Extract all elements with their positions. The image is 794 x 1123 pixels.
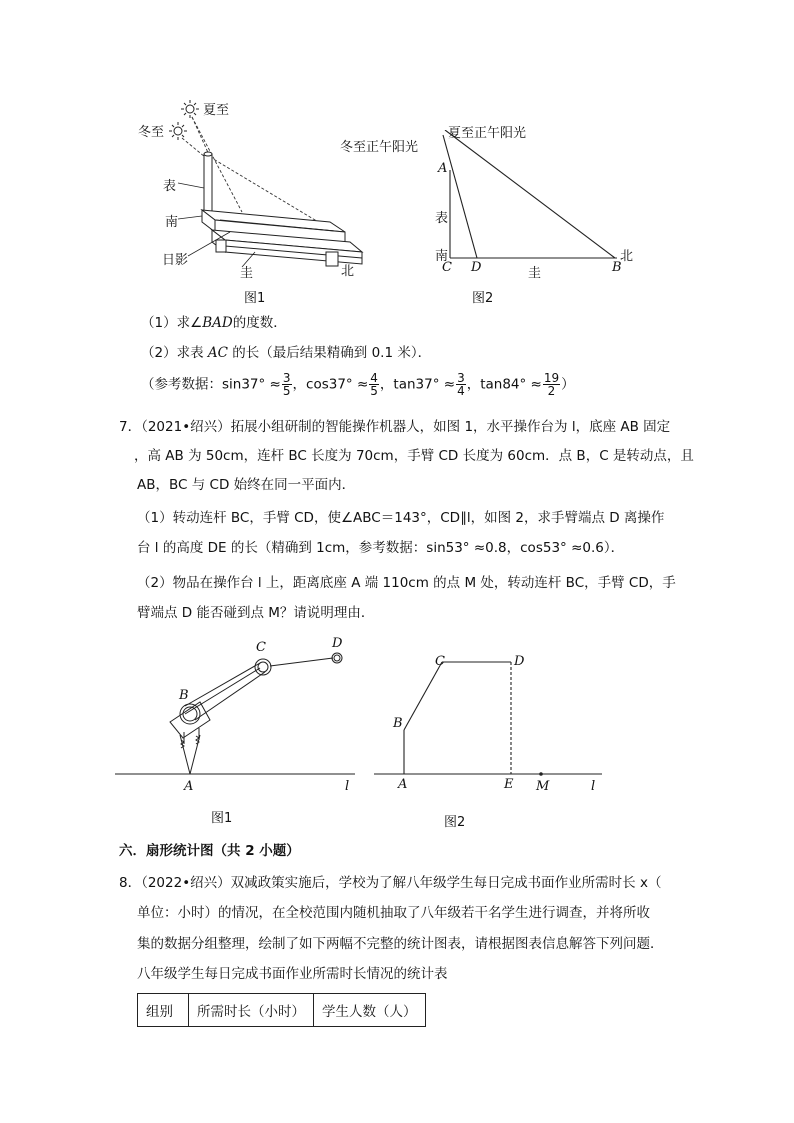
label-winter: 冬至: [138, 125, 165, 140]
label-north2: 北: [620, 249, 634, 264]
robot2-point-D: D: [514, 654, 525, 669]
q7-line2: ，高 AB 为 50cm，连杆 BC 长度为 70cm，手臂 CD 长度为 60cm．点 B，C 是转动点，且: [134, 448, 694, 464]
q7-sub2-line1: （2）物品在操作台 l 上，距离底座 A 端 110cm 的点 M 处，转动连杆 BC，手臂 CD，手: [137, 575, 676, 591]
point-A: A: [438, 161, 448, 176]
header-group: 组别: [138, 994, 189, 1027]
q8-table-title: 八年级学生每日完成书面作业所需时长情况的统计表: [137, 966, 448, 982]
q8-line3: 集的数据分组整理，绘制了如下两幅不完整的统计图表，请根据图表信息解答下列问题．: [137, 936, 664, 952]
robot-figure-1: [115, 640, 365, 780]
label-winter-light: 冬至正午阳光: [340, 140, 419, 155]
robot1-point-A: A: [184, 779, 194, 794]
robot2-point-E: E: [504, 777, 514, 792]
robot2-point-C: C: [435, 654, 445, 669]
q8-line1: 8．（2022•绍兴）双减政策实施后，学校为了解八年级学生每日完成书面作业所需时长 x（: [119, 875, 662, 891]
triangle-figure: [425, 130, 635, 265]
table-header-row: [138, 994, 426, 1027]
stat-table: [137, 993, 426, 1027]
caption-robot-fig1: 图1: [211, 811, 233, 826]
label-gui: 圭: [240, 266, 254, 281]
caption-fig1: 图1: [244, 291, 266, 306]
point-C: C: [442, 260, 452, 275]
label-south2: 南: [435, 249, 449, 264]
robot1-point-C: C: [256, 640, 266, 655]
caption-robot-fig2: 图2: [444, 815, 466, 830]
q7-sub1-line1: （1）转动连杆 BC，手臂 CD，使∠ABC＝143°，CD∥l，如图 2，求手臂端点 D 离操作: [137, 510, 665, 526]
fraction-3-5: $\frac{3}{5}$: [282, 371, 291, 398]
point-B: B: [612, 260, 622, 275]
robot2-point-B: B: [393, 716, 403, 731]
caption-fig2: 图2: [472, 291, 494, 306]
robot2-point-A: A: [398, 777, 408, 792]
fraction-3-4: $\frac{3}{4}$: [457, 371, 465, 398]
sun-summer-icon: [181, 100, 199, 118]
header-count: 学生人数（人）: [314, 994, 426, 1027]
fraction-4-5: $\frac{4}{5}$: [370, 371, 378, 398]
section-title: 六．扇形统计图（共 2 小题）: [119, 843, 300, 859]
robot1-point-D: D: [332, 636, 343, 651]
q8-line2: 单位：小时）的情况，在全校范围内随机抽取了八年级若干名学生进行调查，并将所收: [137, 905, 650, 921]
label-north: 北: [341, 264, 355, 279]
q6-sub2: （2）求表 AC 的长（最后结果精确到 0.1 米）．: [141, 345, 432, 361]
sun-winter-icon: [169, 122, 187, 140]
robot2-point-M: M: [536, 779, 550, 794]
q6-sub1: （1）求∠BAD的度数．: [141, 315, 287, 331]
label-shadow: 日影: [162, 253, 189, 268]
point-D: D: [471, 260, 482, 275]
label-summer-light: 夏至正午阳光: [448, 126, 527, 141]
q6-reference-data: （参考数据：sin37° ≈ $\frac{3}{5}$ ，cos37° ≈ $\frac{4}{5}$ ，tan37° ≈ $\frac{3}{4}$ ，tan84° ≈ $\frac{19}{2}$ ）: [141, 371, 575, 398]
q7-sub2-line2: 臂端点 D 能否碰到点 M？请说明理由．: [137, 605, 375, 621]
label-gnomon: 表: [163, 179, 177, 194]
robot2-line-l: l: [591, 779, 596, 794]
q7-line3: AB，BC 与 CD 始终在同一平面内．: [137, 477, 356, 493]
label-gnomon2: 表: [435, 211, 449, 226]
label-summer: 夏至: [203, 103, 230, 118]
label-gui2: 圭: [528, 266, 542, 281]
robot-figure-2: [370, 655, 610, 780]
robot1-point-B: B: [179, 688, 189, 703]
fraction-19-2: $\frac{19}{2}$: [543, 371, 560, 398]
q7-line1: 7．（2021•绍兴）拓展小组研制的智能操作机器人，如图 1，水平操作台为 l，底座 AB 固定: [119, 419, 671, 435]
label-south: 南: [165, 215, 179, 230]
robot1-line-l: l: [345, 779, 350, 794]
q7-sub1-line2: 台 l 的高度 DE 的长（精确到 1cm，参考数据：sin53° ≈0.8，cos53° ≈0.6）．: [137, 540, 625, 556]
header-duration: 所需时长（小时）: [189, 994, 314, 1027]
